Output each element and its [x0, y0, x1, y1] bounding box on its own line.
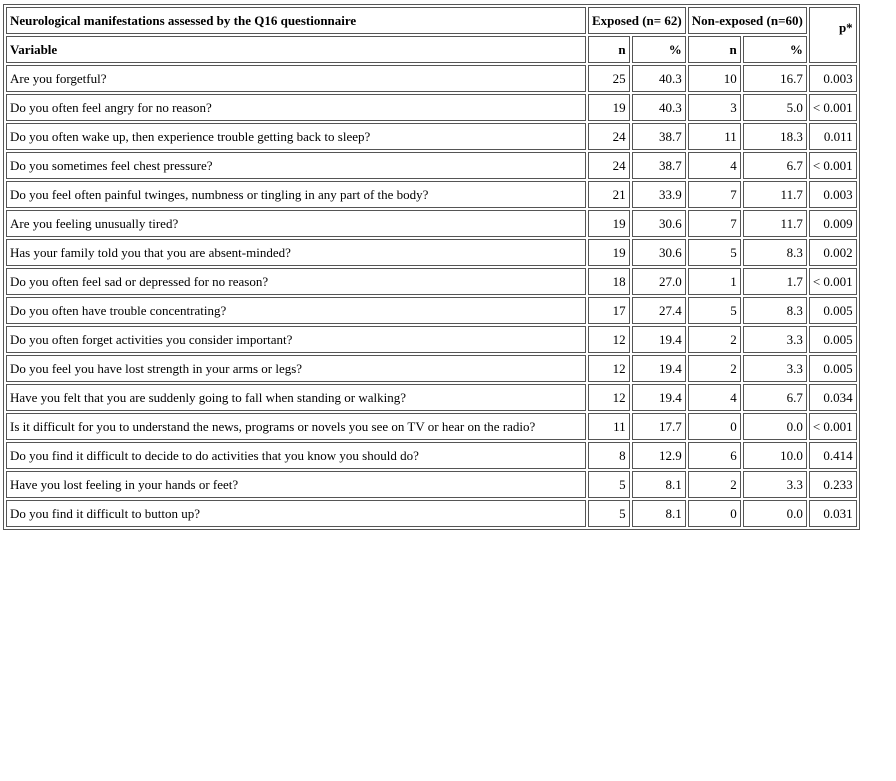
cell-nonexposed-pct: 11.7	[743, 181, 807, 208]
cell-nonexposed-pct: 6.7	[743, 384, 807, 411]
cell-exposed-pct: 17.7	[632, 413, 686, 440]
cell-p-value: 0.011	[809, 123, 857, 150]
cell-variable: Have you felt that you are suddenly going to fall when standing or walking?	[6, 384, 586, 411]
table-row	[6, 94, 857, 121]
cell-p-value: 0.005	[809, 355, 857, 382]
cell-nonexposed-n: 6	[688, 442, 741, 469]
header-row-1	[6, 7, 857, 34]
table-row	[6, 413, 857, 440]
exposed-pct-header: %	[632, 36, 686, 63]
cell-nonexposed-n: 4	[688, 384, 741, 411]
cell-exposed-n: 19	[588, 94, 630, 121]
cell-exposed-n: 19	[588, 239, 630, 266]
cell-exposed-n: 5	[588, 471, 630, 498]
cell-p-value: 0.003	[809, 65, 857, 92]
cell-nonexposed-pct: 8.3	[743, 239, 807, 266]
table-container	[3, 4, 860, 530]
table-title: Neurological manifestations assessed by the Q16 questionnaire	[6, 7, 586, 34]
cell-nonexposed-n: 2	[688, 355, 741, 382]
results-table	[3, 4, 860, 530]
cell-nonexposed-n: 4	[688, 152, 741, 179]
cell-nonexposed-pct: 5.0	[743, 94, 807, 121]
cell-exposed-pct: 12.9	[632, 442, 686, 469]
cell-nonexposed-pct: 0.0	[743, 500, 807, 527]
cell-p-value: < 0.001	[809, 413, 857, 440]
cell-nonexposed-n: 7	[688, 210, 741, 237]
cell-exposed-pct: 38.7	[632, 152, 686, 179]
cell-nonexposed-n: 0	[688, 500, 741, 527]
cell-variable: Has your family told you that you are absent-minded?	[6, 239, 586, 266]
cell-variable: Are you feeling unusually tired?	[6, 210, 586, 237]
cell-nonexposed-pct: 6.7	[743, 152, 807, 179]
cell-nonexposed-n: 11	[688, 123, 741, 150]
table-row	[6, 268, 857, 295]
cell-variable: Have you lost feeling in your hands or feet?	[6, 471, 586, 498]
cell-variable: Do you often wake up, then experience trouble getting back to sleep?	[6, 123, 586, 150]
cell-nonexposed-n: 0	[688, 413, 741, 440]
table-row	[6, 471, 857, 498]
cell-exposed-n: 21	[588, 181, 630, 208]
cell-p-value: 0.002	[809, 239, 857, 266]
cell-exposed-n: 25	[588, 65, 630, 92]
nonexposed-pct-header: %	[743, 36, 807, 63]
header-row-2	[6, 36, 857, 63]
cell-exposed-n: 12	[588, 384, 630, 411]
table-row	[6, 384, 857, 411]
cell-variable: Do you often forget activities you consider important?	[6, 326, 586, 353]
variable-header: Variable	[6, 36, 586, 63]
cell-nonexposed-n: 1	[688, 268, 741, 295]
table-row	[6, 152, 857, 179]
cell-nonexposed-n: 2	[688, 471, 741, 498]
cell-variable: Do you feel often painful twinges, numbness or tingling in any part of the body?	[6, 181, 586, 208]
cell-nonexposed-pct: 0.0	[743, 413, 807, 440]
group-nonexposed-header: Non-exposed (n=60)	[688, 7, 807, 34]
cell-exposed-pct: 8.1	[632, 500, 686, 527]
cell-exposed-pct: 27.0	[632, 268, 686, 295]
cell-exposed-pct: 38.7	[632, 123, 686, 150]
cell-variable: Do you often feel angry for no reason?	[6, 94, 586, 121]
cell-variable: Is it difficult for you to understand the news, programs or novels you see on TV or hear on the radio?	[6, 413, 586, 440]
table-row	[6, 442, 857, 469]
cell-p-value: < 0.001	[809, 152, 857, 179]
cell-exposed-pct: 19.4	[632, 355, 686, 382]
cell-exposed-n: 5	[588, 500, 630, 527]
nonexposed-n-header: n	[688, 36, 741, 63]
cell-variable: Do you often have trouble concentrating?	[6, 297, 586, 324]
cell-exposed-pct: 30.6	[632, 239, 686, 266]
cell-exposed-n: 17	[588, 297, 630, 324]
cell-p-value: 0.034	[809, 384, 857, 411]
cell-exposed-n: 24	[588, 152, 630, 179]
cell-nonexposed-pct: 11.7	[743, 210, 807, 237]
exposed-n-header: n	[588, 36, 630, 63]
table-body	[6, 65, 857, 527]
cell-exposed-n: 12	[588, 355, 630, 382]
table-row	[6, 239, 857, 266]
cell-nonexposed-pct: 10.0	[743, 442, 807, 469]
cell-variable: Do you sometimes feel chest pressure?	[6, 152, 586, 179]
cell-nonexposed-pct: 16.7	[743, 65, 807, 92]
cell-p-value: 0.009	[809, 210, 857, 237]
cell-exposed-pct: 40.3	[632, 94, 686, 121]
cell-exposed-n: 24	[588, 123, 630, 150]
cell-variable: Do you find it difficult to button up?	[6, 500, 586, 527]
cell-p-value: 0.414	[809, 442, 857, 469]
cell-p-value: 0.003	[809, 181, 857, 208]
cell-p-value: 0.005	[809, 326, 857, 353]
cell-nonexposed-n: 10	[688, 65, 741, 92]
cell-nonexposed-n: 5	[688, 239, 741, 266]
cell-exposed-pct: 33.9	[632, 181, 686, 208]
p-value-header: p*	[809, 7, 857, 63]
cell-p-value: < 0.001	[809, 268, 857, 295]
cell-nonexposed-n: 5	[688, 297, 741, 324]
cell-variable: Do you feel you have lost strength in your arms or legs?	[6, 355, 586, 382]
table-row	[6, 65, 857, 92]
cell-p-value: 0.031	[809, 500, 857, 527]
cell-nonexposed-pct: 3.3	[743, 355, 807, 382]
cell-exposed-n: 11	[588, 413, 630, 440]
cell-exposed-pct: 19.4	[632, 384, 686, 411]
cell-exposed-pct: 40.3	[632, 65, 686, 92]
cell-exposed-pct: 8.1	[632, 471, 686, 498]
cell-exposed-pct: 19.4	[632, 326, 686, 353]
cell-p-value: 0.233	[809, 471, 857, 498]
cell-p-value: < 0.001	[809, 94, 857, 121]
cell-nonexposed-pct: 1.7	[743, 268, 807, 295]
table-row	[6, 210, 857, 237]
cell-variable: Do you find it difficult to decide to do activities that you know you should do?	[6, 442, 586, 469]
cell-exposed-n: 8	[588, 442, 630, 469]
cell-nonexposed-n: 3	[688, 94, 741, 121]
table-row	[6, 181, 857, 208]
cell-nonexposed-pct: 8.3	[743, 297, 807, 324]
table-row	[6, 326, 857, 353]
cell-nonexposed-n: 7	[688, 181, 741, 208]
cell-exposed-n: 19	[588, 210, 630, 237]
group-exposed-header: Exposed (n= 62)	[588, 7, 686, 34]
cell-exposed-n: 18	[588, 268, 630, 295]
cell-variable: Do you often feel sad or depressed for no reason?	[6, 268, 586, 295]
cell-exposed-n: 12	[588, 326, 630, 353]
cell-nonexposed-pct: 18.3	[743, 123, 807, 150]
cell-exposed-pct: 30.6	[632, 210, 686, 237]
cell-nonexposed-pct: 3.3	[743, 471, 807, 498]
cell-variable: Are you forgetful?	[6, 65, 586, 92]
cell-p-value: 0.005	[809, 297, 857, 324]
cell-nonexposed-pct: 3.3	[743, 326, 807, 353]
cell-nonexposed-n: 2	[688, 326, 741, 353]
table-row	[6, 500, 857, 527]
table-row	[6, 123, 857, 150]
table-row	[6, 297, 857, 324]
table-row	[6, 355, 857, 382]
cell-exposed-pct: 27.4	[632, 297, 686, 324]
